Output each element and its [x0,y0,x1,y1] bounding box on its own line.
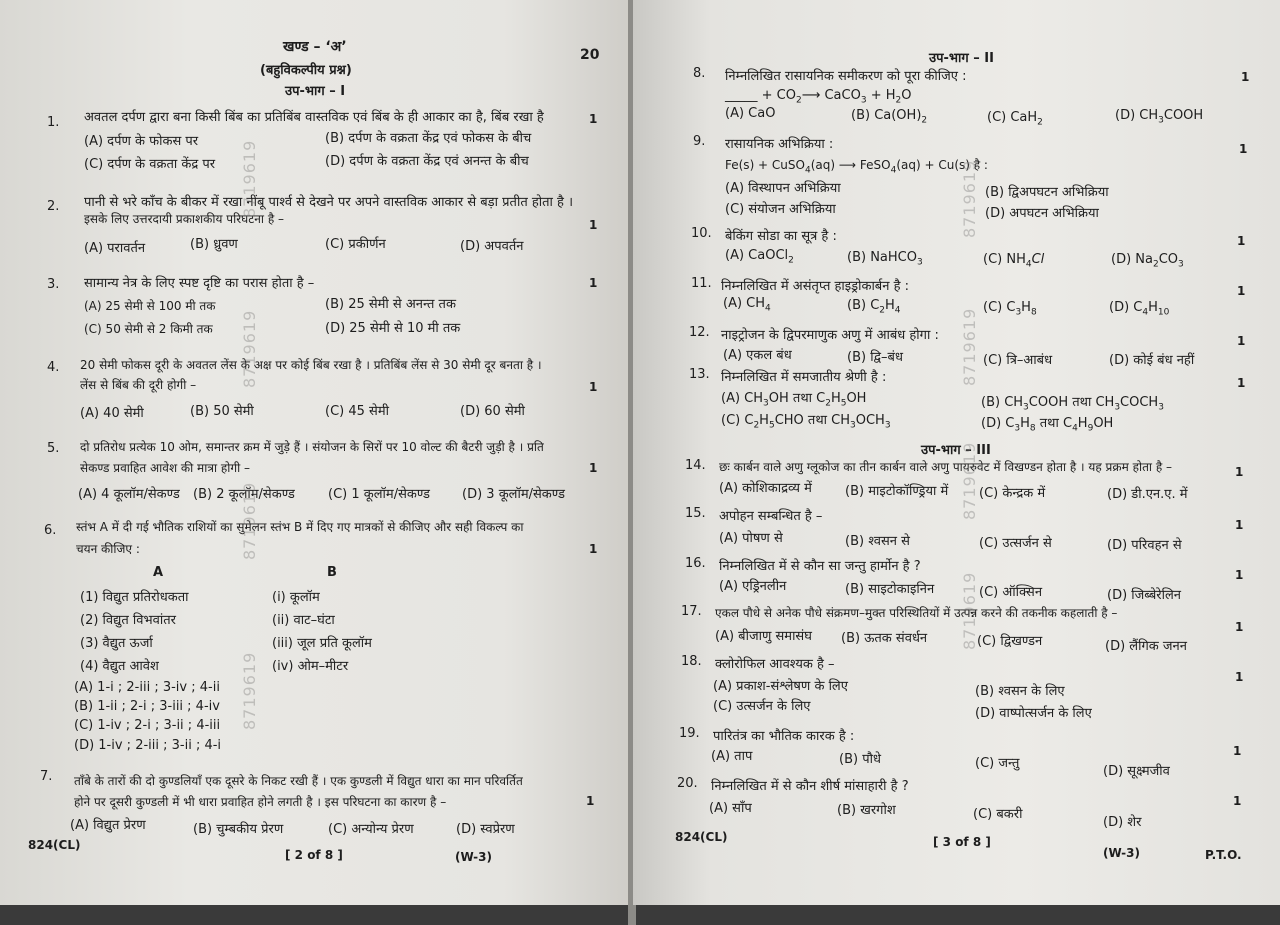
option: (A) एकल बंध [723,348,792,363]
option: (B) $CH_3COOH$ तथा $CH_3COCH_3$ [981,395,1164,413]
chemical-equation: Fe(s) + CuSO$_4$(aq) ⟶ FeSO$_4$(aq) + Cu(s) है : [725,158,988,176]
option: (A) बीजाणु समासंघ [715,629,812,644]
footer-page-indicator: [ 3 of 8 ] [933,835,991,849]
option: (B) ऊतक संवर्धन [841,631,928,646]
question-number: 8. [693,66,706,81]
option-text: (A) CH [723,296,766,311]
question-number: 12. [689,325,710,340]
watermark-serial: 8719619 [960,159,979,238]
option: (A) CaOCl$_2$ [725,248,794,266]
option-text: CO [1158,252,1179,267]
option: (A) विस्थापन अभिक्रिया [725,181,841,196]
option: (D) शेर [1103,815,1142,830]
option: (D) लैंगिक जनन [1105,639,1187,654]
watermark-serial: 8719619 [240,651,259,730]
option: (C) दर्पण के वक्रता केंद्र पर [84,157,216,172]
question-text: लेंस से बिंब की दूरी होगी – [80,378,197,392]
option: (B) खरगोश [837,803,896,818]
watermark-serial: 8719619 [960,571,979,650]
question-mark: 1 [1233,744,1242,758]
page-number-top: 20 [580,47,600,63]
question-text: ताँबे के तारों की दो कुण्डलियाँ एक दूसरे के निकट रखी हैं । एक कुण्डली में विद्युत धारा का मान परिवर्तित [74,774,523,788]
option: (D) परिवहन से [1107,538,1182,553]
question-text: स्तंभ A में दी गई भौतिक राशियों का सुमेलन स्तंभ B में दिए गए मात्रकों से कीजिए और सही विकल्प का [76,520,524,534]
option: (C) द्विखण्डन [977,634,1043,649]
option: (A) दर्पण के फोकस पर [84,134,199,149]
match-b-item: (i) कूलॉम [272,590,320,605]
option: (C) प्रकीर्णन [325,237,386,252]
option-text: तथा C [1039,416,1073,431]
option-text: (A) CaOCl [725,248,789,263]
subpart-heading: उप-भाग – I [285,84,346,99]
option: (D) 3 कूलॉम/सेकण्ड [462,487,565,502]
question-mark: 1 [1237,376,1246,390]
option: (C) उत्सर्जन के लिए [713,699,811,714]
question-text: पानी से भरे काँच के बीकर में रखा नींबू पार्श्व से देखने पर अपने वास्तविक आकार से बड़ा प्रतीत होता है । [84,195,573,210]
option: (C) केन्द्रक में [979,486,1046,501]
column-a-header: A [153,565,164,580]
question-mark: 1 [589,276,598,290]
question-mark: 1 [589,380,598,394]
option: (C) 1-iv ; 2-i ; 3-ii ; 4-iii [74,718,221,733]
question-mark: 1 [1233,794,1242,808]
option: (B) 50 सेमी [190,404,254,419]
option: (B) द्वि–बंध [847,350,903,365]
option: (A) साँप [709,801,752,816]
question-mark: 1 [589,542,598,556]
question-number: 2. [47,199,60,214]
footer-pto: P.T.O. [1205,848,1242,862]
option: (C) बकरी [973,807,1023,822]
question-mark: 1 [1237,334,1246,348]
option-text: (B) CH [981,395,1024,410]
question-number: 17. [681,604,702,619]
option-text: (B) C [847,298,880,313]
question-text: क्लोरोफिल आवश्यक है – [715,657,835,672]
option: (B) 25 सेमी से अनन्त तक [325,297,456,312]
option: (C) $C_3H_8$ [983,300,1037,318]
question-number: 1. [47,115,60,130]
question-mark: 1 [1237,284,1246,298]
option: (C) अन्योन्य प्रेरण [328,822,414,837]
match-b-item: (iii) जूल प्रति कूलॉम [272,636,372,651]
option-text: COOH [1163,108,1204,123]
option: (A) $CH_4$ [723,296,771,314]
option: (D) 1-iv ; 2-iii ; 3-ii ; 4-i [74,738,222,753]
option: (B) श्वसन से [845,534,910,549]
option: (D) डी.एन.ए. में [1107,487,1188,502]
option: (A) $CH_3OH$ तथा $C_2H_5OH$ [721,391,867,409]
option: (B) दर्पण के वक्रता केंद्र एवं फोकस के बीच [325,131,532,146]
option-text: (D) C [981,416,1015,431]
footer-page-indicator: [ 2 of 8 ] [285,848,343,862]
option: (B) साइटोकाइनिन [845,582,935,597]
option: (C) $C_2H_5CHO$ तथा $CH_3OCH_3$ [721,413,891,431]
question-mark: 1 [1235,568,1244,582]
question-text: बेकिंग सोडा का सूत्र है : [725,229,837,244]
option-text: (B) NaHCO [847,250,917,265]
match-a-item: (4) वैद्युत आवेश [80,659,159,674]
option-text: (D) CH [1115,108,1159,123]
option: (B) चुम्बकीय प्रेरण [193,822,284,837]
question-text: 20 सेमी फोकस दूरी के अवतल लेंस के अक्ष पर कोई बिंब रखा है । प्रतिबिंब लेंस से 30 सेमी दूर बनता है । [80,358,542,372]
footer-series: (W-3) [1103,846,1140,860]
question-mark: 1 [589,112,598,126]
question-text: इसके लिए उत्तरदायी प्रकाशकीय परिघटना है – [84,212,285,226]
left-page [0,0,630,905]
match-b-item: (iv) ओम–मीटर [272,659,349,674]
footer-paper-code: 824(CL) [675,830,728,844]
option: (B) पौधे [839,752,881,767]
column-b-header: B [327,565,337,580]
option-text: (C) C [721,413,754,428]
chemical-equation: _____ + $CO_2⟶$ CaCO$_3$ + $H_2O$ [725,88,912,106]
option: (C) 45 सेमी [325,404,389,419]
question-mark: 1 [1235,518,1244,532]
question-text: एकल पौधे से अनेक पौधे संक्रमण–मुक्त परिस्थितियों में उत्पन्न करने की तकनीक कहलाती है – [715,606,1118,620]
question-text: छः कार्बन वाले अणु ग्लूकोज का तीन कार्बन वाले अणु पायरुवेट में विखण्डन होता है । यह प्रक्रम होता है – [719,460,1173,474]
option: (B) ध्रुवण [190,237,238,252]
question-number: 15. [685,506,706,521]
question-text: निम्नलिखित में से कौन सा जन्तु हार्मोन है ? [719,559,921,574]
question-number: 19. [679,726,700,741]
option: (C) 50 सेमी से 2 किमी तक [84,322,213,336]
subpart-heading: उप-भाग – II [929,51,994,66]
watermark-serial: 8719619 [240,309,259,388]
question-mark: 1 [586,794,595,808]
section-subtitle: (बहुविकल्पीय प्रश्न) [260,63,352,78]
question-text: सामान्य नेत्र के लिए स्पष्ट दृष्टि का परास होता है – [84,276,315,291]
option: (B) $Ca(OH)_2$ [851,108,928,126]
option: (B) NaHCO$_3$ [847,250,923,268]
question-text: निम्नलिखित में समजातीय श्रेणी है : [721,370,887,385]
match-a-item: (3) वैद्युत ऊर्जा [80,636,153,651]
right-page [633,0,1280,905]
option: (C) उत्सर्जन से [979,536,1052,551]
question-text: नाइट्रोजन के द्विपरमाणुक अणु में आबंध होगा : [721,328,939,343]
question-number: 16. [685,556,706,571]
question-text: सेकण्ड प्रवाहित आवेश की मात्रा होगी – [80,461,251,475]
option: (D) अपघटन अभिक्रिया [985,206,1099,221]
option: (B) 2 कूलॉम/सेकण्ड [193,487,295,502]
question-text: निम्नलिखित रासायनिक समीकरण को पूरा कीजिए : [725,69,967,84]
question-text: चयन कीजिए : [76,542,140,556]
option: (D) स्वप्रेरण [456,822,515,837]
match-a-item: (1) विद्युत प्रतिरोधकता [80,590,189,605]
footer-paper-code: 824(CL) [28,838,81,852]
option: (A) एड्रिनलीन [719,579,787,594]
option: (C) त्रि–आबंध [983,353,1053,368]
question-mark: 1 [1241,70,1250,84]
question-number: 13. [689,367,710,382]
option-text: (B) Ca(OH) [851,108,922,123]
option: (D) $C_4H_{10}$ [1109,300,1170,318]
question-mark: 1 [1235,465,1244,479]
question-number: 18. [681,654,702,669]
question-number: 3. [47,277,60,292]
option: (C) जन्तु [975,756,1020,771]
question-text: होने पर दूसरी कुण्डली में भी धारा प्रवाहित होने लगती है । इस परिघटना का कारण है – [74,795,447,809]
option: (A) ताप [711,749,753,764]
question-text: रासायनिक अभिक्रिया : [725,137,834,152]
option-text: (D) Na [1111,252,1153,267]
option: (D) $Na_2CO_3$ [1111,252,1184,270]
option: (D) 25 सेमी से 10 मी तक [325,321,461,336]
option: (D) अपवर्तन [460,239,524,254]
option: (A) 4 कूलॉम/सेकण्ड [78,487,180,502]
question-text: दो प्रतिरोध प्रत्येक 10 ओम, समान्तर क्रम में जुड़े हैं । संयोजन के सिरों पर 10 वोल्ट की बैटरी जुड़ी है । प्रति [80,440,544,454]
option-text: OH [1093,416,1114,431]
option: (B) 1-ii ; 2-i ; 3-iii ; 4-iv [74,699,220,714]
option-text: (C) NH [983,252,1026,267]
option-text: (D) C [1109,300,1143,315]
option: (A) CaO [725,106,776,121]
question-number: 11. [691,276,712,291]
option-text: OCH [855,413,885,428]
match-a-item: (2) विद्युत विभवांतर [80,613,176,628]
option: (D) $C_3H_8$ तथा $C_4H_9OH$ [981,416,1114,434]
option: (A) विद्युत प्रेरण [70,818,146,833]
watermark-serial: 8719619 [240,481,259,560]
watermark-serial: 8719619 [960,307,979,386]
option-text: CHO तथा CH [774,413,850,428]
option: (A) 1-i ; 2-iii ; 3-iv ; 4-ii [74,680,220,695]
question-text: पारितंत्र का भौतिक कारक है : [713,729,855,744]
section-title: खण्ड – ‘अ’ [283,39,347,55]
option: (D) 60 सेमी [460,404,525,419]
option: (D) जिब्बेरेलिन [1107,588,1182,603]
option: (C) $NH_4Cl$ [983,252,1045,270]
footer-series: (W-3) [455,850,492,864]
question-number: 20. [677,776,698,791]
option: (A) 25 सेमी से 100 मी तक [84,299,216,313]
question-mark: 1 [1235,620,1244,634]
question-number: 4. [47,360,60,375]
question-number: 7. [40,769,53,784]
option: (D) दर्पण के वक्रता केंद्र एवं अनन्त के बीच [325,154,529,169]
watermark-serial: 8719619 [240,139,259,218]
option-text: COOH तथा CH [1028,395,1115,410]
option: (A) कोशिकाद्रव्य में [719,481,812,496]
question-number: 10. [691,226,712,241]
option: (C) 1 कूलॉम/सेकण्ड [328,487,430,502]
option: (D) वाष्पोत्सर्जन के लिए [975,706,1092,721]
question-text: अपोहन सम्बन्धित है – [719,509,823,524]
option: (A) परावर्तन [84,241,146,256]
option-text: OH तथा C [768,391,826,406]
question-mark: 1 [589,218,598,232]
option: (D) कोई बंध नहीं [1109,353,1195,368]
subpart-heading: उप-भाग – III [921,443,991,458]
question-number: 9. [693,134,706,149]
option: (B) $C_2H_4$ [847,298,901,316]
option-text: (C) C [983,300,1016,315]
question-text: निम्नलिखित में से कौन शीर्ष मांसाहारी है ? [711,779,909,794]
question-mark: 1 [1239,142,1248,156]
option: (D) सूक्ष्मजीव [1103,764,1170,779]
option: (C) CaH$_2$ [987,110,1043,128]
option: (B) माइटोकॉण्ड्रिया में [845,484,949,499]
option: (A) 40 सेमी [80,406,144,421]
question-number: 14. [685,458,706,473]
question-mark: 1 [1237,234,1246,248]
option-text: (C) CaH [987,110,1038,125]
option: (C) संयोजन अभिक्रिया [725,202,836,217]
match-b-item: (ii) वाट–घंटा [272,613,335,628]
question-text: अवतल दर्पण द्वारा बना किसी बिंब का प्रतिबिंब वास्तविक एवं बिंब के ही आकार का है, बिंब रखा है [84,110,544,125]
question-number: 5. [47,441,60,456]
option: (B) श्वसन के लिए [975,684,1065,699]
option: (B) द्विअपघटन अभिक्रिया [985,185,1109,200]
watermark-serial: 8719619 [960,441,979,520]
option: (A) पोषण से [719,531,783,546]
option-text: COCH [1120,395,1159,410]
question-text: निम्नलिखित में असंतृप्त हाइड्रोकार्बन है : [721,279,909,294]
question-mark: 1 [1235,670,1244,684]
option-text: (A) CH [721,391,764,406]
question-mark: 1 [589,461,598,475]
question-number: 6. [44,523,57,538]
option: (D) $CH_3COOH$ [1115,108,1204,126]
option: (C) ऑक्सिन [979,585,1043,600]
option: (A) प्रकाश-संश्लेषण के लिए [713,679,848,694]
